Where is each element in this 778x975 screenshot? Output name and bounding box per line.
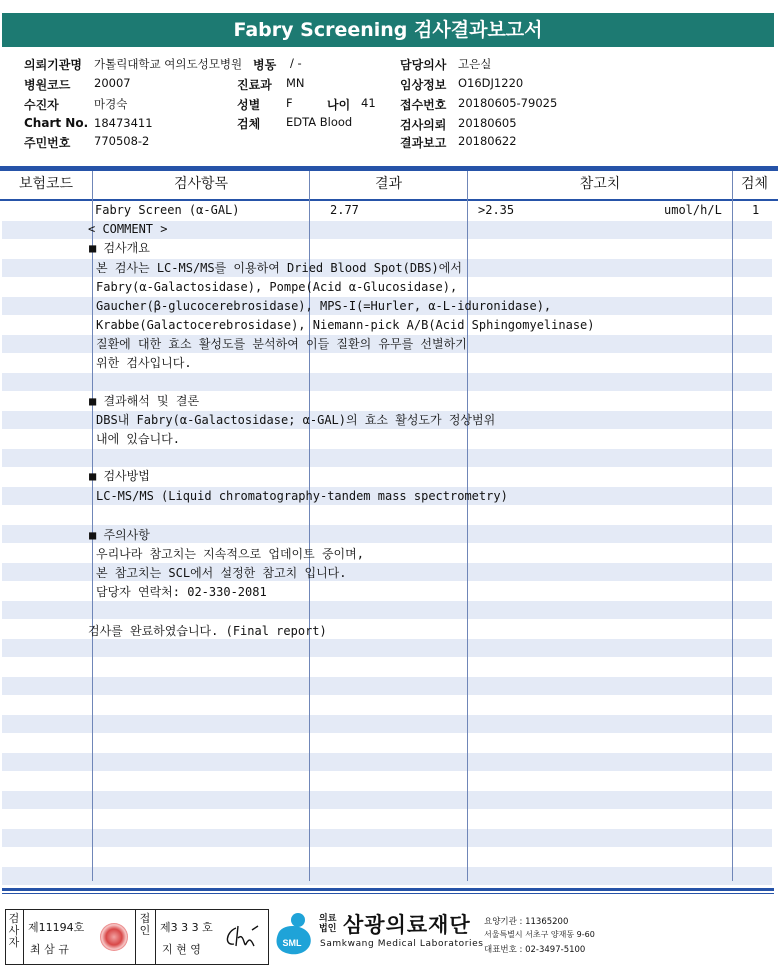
tester-seal xyxy=(100,923,128,951)
overview-line: Gaucher(β-glucocerebrosidase), MPS-I(=Hurler, α-L-iduronidase), xyxy=(96,299,552,313)
table-stripe xyxy=(2,867,772,885)
report-date-label: 결과보고 xyxy=(400,136,447,150)
col-divider xyxy=(732,171,733,881)
interpretation-line: DBS내 Fabry(α-Galactosidase; α-GAL)의 효소 활성도가 정상범위 xyxy=(96,413,496,427)
col-test-item: 검사항목 xyxy=(173,176,229,192)
age-label: 나이 xyxy=(327,98,351,112)
sex-label: 성별 xyxy=(237,98,261,112)
comment-heading: < COMMENT > xyxy=(88,222,168,236)
clinical-info-value: O16DJ1220 xyxy=(458,76,524,90)
col-reference: 참고치 xyxy=(579,176,621,192)
hospital-code-value: 20007 xyxy=(94,76,131,90)
corp-label xyxy=(319,914,336,934)
ward-label: 병동 xyxy=(253,58,277,72)
age-value: 41 xyxy=(361,96,376,110)
overview-line: 본 검사는 LC-MS/MS를 이용하여 Dried Blood Spot(DBS)에서 xyxy=(96,261,462,275)
table-stripe xyxy=(2,791,772,809)
table-stripe xyxy=(2,715,772,733)
specimen-value: EDTA Blood xyxy=(286,115,353,129)
contact-line: 담당자 연락처: 02-330-2081 xyxy=(96,585,267,599)
clinical-info-label: 임상정보 xyxy=(400,78,447,92)
reference-value: >2.35 xyxy=(478,203,515,217)
confirmer-label: 접인 xyxy=(139,912,151,937)
result-value: 2.77 xyxy=(330,203,359,217)
chart-no-value: 18473411 xyxy=(94,116,153,130)
method-line: LC-MS/MS (Liquid chromatography-tandem mass spectrometry) xyxy=(96,489,508,503)
col-insurance-code: 보험코드 xyxy=(18,176,74,192)
specimen-label: 검체 xyxy=(237,117,261,131)
overview-line: 질환에 대한 효소 활성도를 분석하여 이들 질환의 유무를 선별하기 xyxy=(96,337,467,351)
receipt-no-value: 20180605-79025 xyxy=(458,96,558,110)
caution-line: 우리나라 참고치는 지속적으로 업데이트 중이며, xyxy=(96,547,364,561)
dept-label: 진료과 xyxy=(237,78,272,92)
corp-label-1: 의료 xyxy=(319,914,337,924)
doctor-value: 고은실 xyxy=(458,57,492,71)
signature-box xyxy=(5,909,269,965)
care-number: 요양기관 : 11365200 xyxy=(484,917,569,927)
table-stripe xyxy=(2,449,772,467)
tester-name: 최 삼 규 xyxy=(30,943,69,956)
section-interpretation-heading: ■ 결과해석 및 결론 xyxy=(89,394,200,408)
section-overview-heading: ■ 검사개요 xyxy=(89,241,150,255)
overview-line: Fabry(α-Galactosidase), Pompe(Acid α-Glucosidase), xyxy=(96,280,458,294)
company-name-en: Samkwang Medical Laboratories xyxy=(320,939,484,949)
corp-label-2: 법인 xyxy=(319,924,337,934)
reference-unit: umol/h/L xyxy=(664,203,722,217)
id-no-value: 770508-2 xyxy=(94,134,150,148)
doctor-label: 담당의사 xyxy=(400,58,447,72)
tester-label: 검사자 xyxy=(8,912,20,949)
dept-value: MN xyxy=(286,76,305,90)
sex-value: F xyxy=(286,96,293,110)
receipt-no-label: 접수번호 xyxy=(400,98,447,112)
company-address: 서울특별시 서초구 양재동 9-60 xyxy=(484,930,595,939)
confirmer-name: 지 현 영 xyxy=(162,943,201,956)
table-bottom-rule xyxy=(2,888,774,891)
report-date-value: 20180622 xyxy=(458,134,517,148)
report-title: Fabry Screening 검사결과보고서 xyxy=(2,13,774,47)
patient-value: 마경숙 xyxy=(94,97,128,111)
request-date-label: 검사의뢰 xyxy=(400,118,447,132)
col-divider xyxy=(467,171,468,881)
col-specimen: 검체 xyxy=(740,176,769,192)
confirmer-license: 제3 3 3 호 xyxy=(160,921,213,934)
section-caution-heading: ■ 주의사항 xyxy=(89,528,150,542)
specimen-number: 1 xyxy=(752,203,760,217)
tester-license: 제11194호 xyxy=(28,921,85,934)
patient-label: 수진자 xyxy=(24,98,59,112)
company-phone: 대표번호 : 02-3497-5100 xyxy=(484,945,586,955)
chart-no-label: Chart No. xyxy=(24,116,89,130)
company-logo-icon xyxy=(272,912,314,958)
company-logo-text: SML xyxy=(282,938,302,948)
table-stripe xyxy=(2,677,772,695)
caution-line: 본 참고치는 SCL에서 설정한 참고치 입니다. xyxy=(96,566,347,580)
overview-line: Krabbe(Galactocerebrosidase), Niemann-pick A/B(Acid Sphingomyelinase) xyxy=(96,318,595,332)
table-stripe xyxy=(2,829,772,847)
col-result: 결과 xyxy=(374,176,403,192)
ward-value: / - xyxy=(290,56,302,70)
result-item: Fabry Screen (α-GAL) xyxy=(95,203,240,217)
table-stripe xyxy=(2,373,772,391)
confirmer-signature xyxy=(222,922,262,952)
table-stripe xyxy=(2,639,772,657)
section-method-heading: ■ 검사방법 xyxy=(89,469,150,483)
table-stripe xyxy=(2,601,772,619)
interpretation-line: 내에 있습니다. xyxy=(96,432,181,446)
table-bottom-rule-thin xyxy=(2,893,774,894)
hospital-code-label: 병원코드 xyxy=(24,78,71,92)
company-name: 삼광의료재단 xyxy=(343,913,471,937)
requester-value: 가톨릭대학교 여의도성모병원 xyxy=(94,57,243,71)
final-report-line: 검사를 완료하였습니다. (Final report) xyxy=(88,624,327,638)
table-stripe xyxy=(2,753,772,771)
request-date-value: 20180605 xyxy=(458,116,517,130)
overview-line: 위한 검사입니다. xyxy=(96,356,192,370)
requester-label: 의뢰기관명 xyxy=(24,58,82,72)
id-no-label: 주민번호 xyxy=(24,136,71,150)
